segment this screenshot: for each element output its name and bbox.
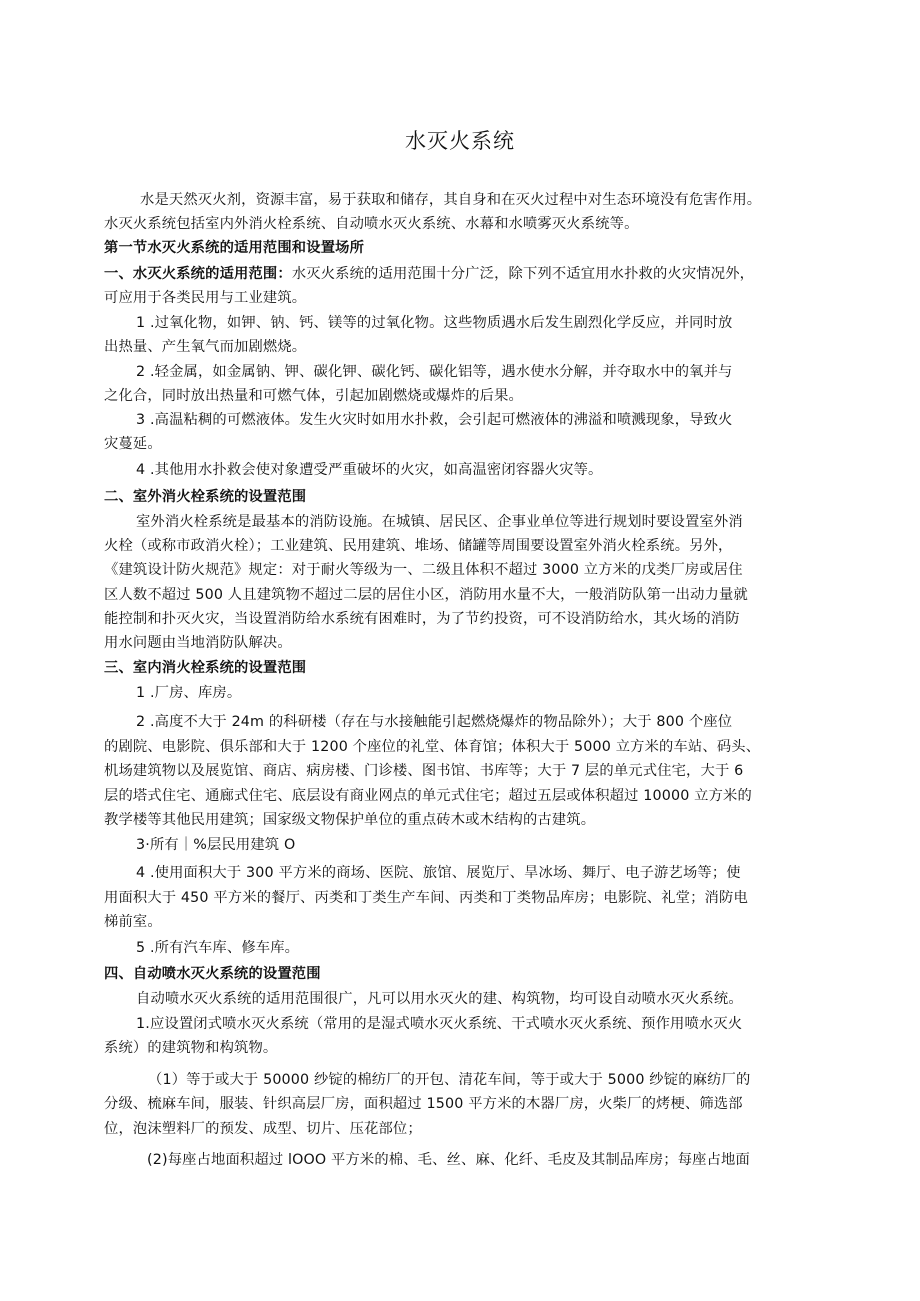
part4-item-2-line-2: 分级、梳麻车间，服装、针织高层厂房，面积超过 1500 平方米的木器厂房，火柴厂的烤梗、筛选部 [104,1096,743,1112]
part3-item-2-line-3: 机场建筑物以及展览馆、商店、病房楼、门诊楼、图书馆、书库等；大于 7 层的单元式住宅，大于 6 [104,763,744,779]
part3-item-2-line-5: 教学楼等其他民用建筑；国家级文物保护单位的重点砖木或木结构的古建筑。 [104,812,596,828]
part3-item-4-line-1: 4 .使用面积大于 300 平方米的商场、医院、旅馆、展览厅、旱冰场、舞厅、电子游艺场等；使 [136,865,741,881]
part1-item-2-line-2: 之化合，同时放出热量和可燃气体，引起加剧燃烧或爆炸的后果。 [104,388,523,404]
part3-item-2-line-2: 的剧院、电影院、俱乐部和大于 1200 个座位的礼堂、体育馆；体积大于 5000 立方米的车站、码头、 [104,739,761,755]
part1-heading: 一、水灭火系统的适用范围： [104,266,292,282]
part2-line-6: 用水问题由当地消防队解决。 [104,635,292,651]
intro-line-1: 水是天然灭火剂，资源丰富，易于获取和储存，其自身和在灭火过程中对生态环境没有危害作用。 [140,192,762,208]
part4-item-3-line-1: (2)每座占地面积超过 lOOO 平方米的棉、毛、丝、麻、化纤、毛皮及其制品库房；每座占地面 [147,1152,750,1168]
part3-item-1: 1 .厂房、库房。 [136,685,242,701]
part1-line-2: 可应用于各类民用与工业建筑。 [104,290,307,306]
part3-item-2-line-4: 层的塔式住宅、通廊式住宅、底层设有商业网点的单元式住宅；超过五层或体积超过 10000 立方米的 [104,788,752,804]
intro-line-2: 水灭火系统包括室内外消火栓系统、自动喷水灭火系统、水幕和水喷雾灭火系统等。 [104,216,639,232]
part1-line-1 [104,264,754,284]
part1-item-3-line-2: 灾蔓延。 [104,436,162,452]
part4-item-2-line-3: 位，泡沫塑料厂的预发、成型、切片、压花部位； [104,1121,422,1137]
part2-heading: 二、室外消火栓系统的设置范围 [104,489,307,505]
section-heading: 第一节水灭火系统的适用范围和设置场所 [104,240,365,256]
part2-line-1: 室外消火栓系统是最基本的消防设施。在城镇、居民区、企事业单位等进行规划时要设置室外消 [136,514,743,530]
part1-item-1-line-2: 出热量、产生氧气而加剧燃烧。 [104,339,307,355]
part3-item-5: 5 .所有汽车库、修车库。 [136,940,300,956]
part4-intro: 自动喷水灭火系统的适用范围很广，凡可以用水灭火的建、构筑物，均可设自动喷水灭火系统。 [136,991,743,1007]
part1-item-2-line-1: 2 .轻金属，如金属钠、钾、碳化钾、碳化钙、碳化铝等，遇水使水分解，并夺取水中的氧并与 [136,364,733,380]
part4-item-1-line-2: 系统）的建筑物和构筑物。 [104,1040,278,1056]
part3-item-4-line-3: 梯前室。 [104,914,162,930]
part2-line-5: 能控制和扑灭火灾，当设置消防给水系统有困难时，为了节约投资，可不设消防给水，其火场的消防 [104,611,740,627]
part2-line-2: 火栓（或称市政消火栓）；工业建筑、民用建筑、堆场、储罐等周围要设置室外消火栓系统。另外， [104,538,733,554]
part1-item-4: 4 .其他用水扑救会使对象遭受严重破坏的火灾，如高温密闭容器火灾等。 [136,462,603,478]
part1-text-1: 水灭火系统的适用范围十分广泛，除下列不适宜用水扑救的火灾情况外， [291,266,755,282]
part3-item-2-line-1: 2 .高度不大于 24m 的科研楼（存在与水接触能引起燃烧爆炸的物品除外）；大于 800 个座位 [136,714,733,730]
page-title: 水灭火系统 [405,129,515,153]
part3-item-3: 3·所有｜%层民用建筑 O [136,837,296,853]
part2-line-3: 《建筑设计防火规范》规定：对于耐火等级为一、二级且体积不超过 3000 立方米的戊类厂房或居住 [104,562,743,578]
part2-line-4: 区人数不超过 500 人且建筑物不超过二层的居住小区，消防用水量不大，一般消防队第一出动力量就 [104,587,748,603]
part1-item-1-line-1: 1 .过氧化物，如钾、钠、钙、镁等的过氧化物。这些物质遇水后发生剧烈化学反应，并同时放 [136,315,733,331]
part4-heading: 四、自动喷水灭火系统的设置范围 [104,966,321,982]
part4-item-1-line-1: 1.应设置闭式喷水灭火系统（常用的是湿式喷水灭火系统、干式喷水灭火系统、预作用喷水灭火 [136,1016,743,1032]
part1-item-3-line-1: 3 .高温粘稠的可燃液体。发生火灾时如用水扑救，会引起可燃液体的沸溢和喷溅现象，导致火 [136,412,733,428]
part3-heading: 三、室内消火栓系统的设置范围 [104,660,307,676]
part4-item-2-line-1: （1）等于或大于 50000 纱锭的棉纺厂的开包、清花车间，等于或大于 5000 纱锭的麻纺厂的 [148,1072,751,1088]
part3-item-4-line-2: 用面积大于 450 平方米的餐厅、丙类和丁类生产车间、丙类和丁类物品库房；电影院、礼堂；消防电 [104,890,748,906]
